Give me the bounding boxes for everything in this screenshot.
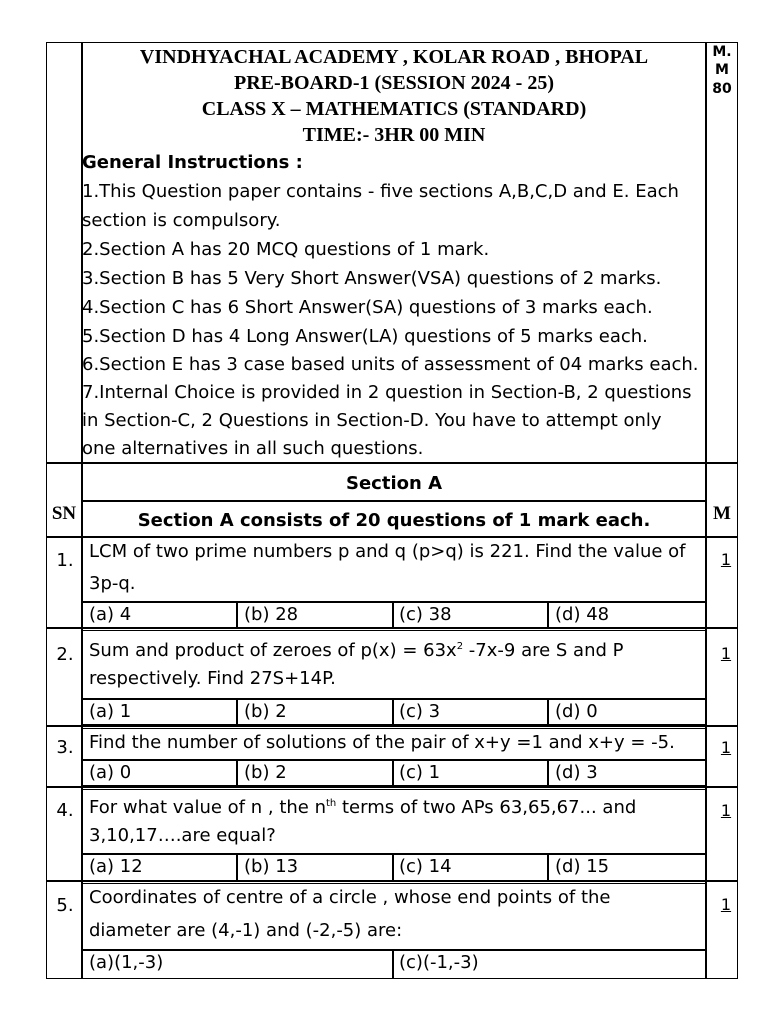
option-divider <box>392 698 394 725</box>
question-text: 3,10,17….are equal? <box>89 825 276 846</box>
options-divider <box>81 949 707 951</box>
instruction-line: section is compulsory. <box>82 210 281 231</box>
question-mark: 1 <box>720 644 732 663</box>
option-divider <box>392 601 394 627</box>
option-divider <box>392 759 394 786</box>
instructions-title: General Instructions : <box>82 152 303 173</box>
option-b: (b) 2 <box>244 701 287 722</box>
option-a: (a)(1,-3) <box>89 952 164 973</box>
question-number: 5. <box>56 895 74 916</box>
option-c: (c) 38 <box>399 604 452 625</box>
question-mark: 1 <box>720 801 732 820</box>
question-text: LCM of two prime numbers p and q (p>q) is 221. Find the value of <box>89 541 686 562</box>
question-number: 2. <box>56 644 74 665</box>
option-d: (d) 48 <box>555 604 610 625</box>
max-marks-value: 80 <box>712 81 732 97</box>
option-a: (a) 4 <box>89 604 132 625</box>
option-d: (d) 15 <box>555 856 610 877</box>
question-mark: 1 <box>720 738 732 757</box>
section-subtitle: Section A consists of 20 questions of 1 mark each. <box>137 510 651 531</box>
max-marks-label-2: M <box>715 62 729 78</box>
instruction-line: 2.Section A has 20 MCQ questions of 1 mark. <box>82 239 490 260</box>
instruction-line: 6.Section E has 3 case based units of assessment of 04 marks each. <box>82 354 699 375</box>
options-divider <box>81 601 707 603</box>
option-b: (b) 2 <box>244 762 287 783</box>
sn-header: SN <box>51 503 77 524</box>
options-divider <box>81 853 707 855</box>
class-subject: CLASS X – MATHEMATICS (STANDARD) <box>201 98 587 120</box>
option-c: (c) 1 <box>399 762 441 783</box>
option-a: (a) 1 <box>89 701 132 722</box>
option-divider <box>547 759 549 786</box>
exam-title: PRE-BOARD-1 (SESSION 2024 - 25) <box>233 72 555 94</box>
question-text: respectively. Find 27S+14P. <box>89 668 336 689</box>
marks-header: M <box>713 503 731 524</box>
option-c: (c) 3 <box>399 701 441 722</box>
option-d: (d) 3 <box>555 762 598 783</box>
row-divider <box>46 786 738 788</box>
options-divider <box>81 698 707 700</box>
option-divider <box>392 949 394 979</box>
option-c: (c)(-1,-3) <box>399 952 479 973</box>
exam-time: TIME:- 3HR 00 MIN <box>302 124 486 146</box>
section-title: Section A <box>346 473 442 494</box>
option-divider <box>236 759 238 786</box>
instruction-line: 4.Section C has 6 Short Answer(SA) questions of 3 marks each. <box>82 297 653 318</box>
option-d: (d) 0 <box>555 701 598 722</box>
instruction-line: one alternatives in all such questions. <box>82 438 424 459</box>
question-number: 4. <box>56 800 74 821</box>
options-divider <box>81 759 707 761</box>
option-divider <box>236 601 238 627</box>
option-c: (c) 14 <box>399 856 452 877</box>
option-divider <box>392 853 394 881</box>
option-divider <box>547 853 549 881</box>
question-mark: 1 <box>720 895 732 914</box>
row-divider <box>46 627 738 629</box>
instruction-line: 1.This Question paper contains - five sections A,B,C,D and E. Each <box>82 181 679 202</box>
option-b: (b) 13 <box>244 856 299 877</box>
school-name: VINDHYACHAL ACADEMY , KOLAR ROAD , BHOPAL <box>139 46 649 68</box>
max-marks-label-1: M. <box>712 44 732 60</box>
option-a: (a) 12 <box>89 856 143 877</box>
instruction-line: 7.Internal Choice is provided in 2 question in Section-B, 2 questions <box>82 382 692 403</box>
question-text: Coordinates of centre of a circle , whose end points of the <box>89 887 611 908</box>
question-text: 3p-q. <box>89 573 136 594</box>
option-b: (b) 28 <box>244 604 299 625</box>
question-text: Sum and product of zeroes of $p(x) = 63x^2$ -7x-9 are S and P <box>89 640 624 661</box>
option-divider <box>236 853 238 881</box>
instruction-line: 5.Section D has 4 Long Answer(LA) questions of 5 marks each. <box>82 326 648 347</box>
instruction-line: 3.Section B has 5 Very Short Answer(VSA) questions of 2 marks. <box>82 268 662 289</box>
instruction-line: in Section-C, 2 Questions in Section-D. You have to attempt only <box>82 410 662 431</box>
row-divider <box>46 725 738 727</box>
question-mark: 1 <box>720 550 732 569</box>
option-divider <box>547 601 549 627</box>
option-divider <box>547 698 549 725</box>
question-text: diameter are (4,-1) and (-2,-5) are: <box>89 920 403 941</box>
option-divider <box>236 698 238 725</box>
question-number: 1. <box>56 550 74 571</box>
question-text: Find the number of solutions of the pair of x+y =1 and x+y = -5. <box>89 732 675 753</box>
question-text: For what value of n , the $n^{th}$ terms of two APs 63,65,67... and <box>89 797 637 818</box>
section-title-divider <box>81 500 707 502</box>
option-a: (a) 0 <box>89 762 132 783</box>
question-number: 3. <box>56 737 74 758</box>
